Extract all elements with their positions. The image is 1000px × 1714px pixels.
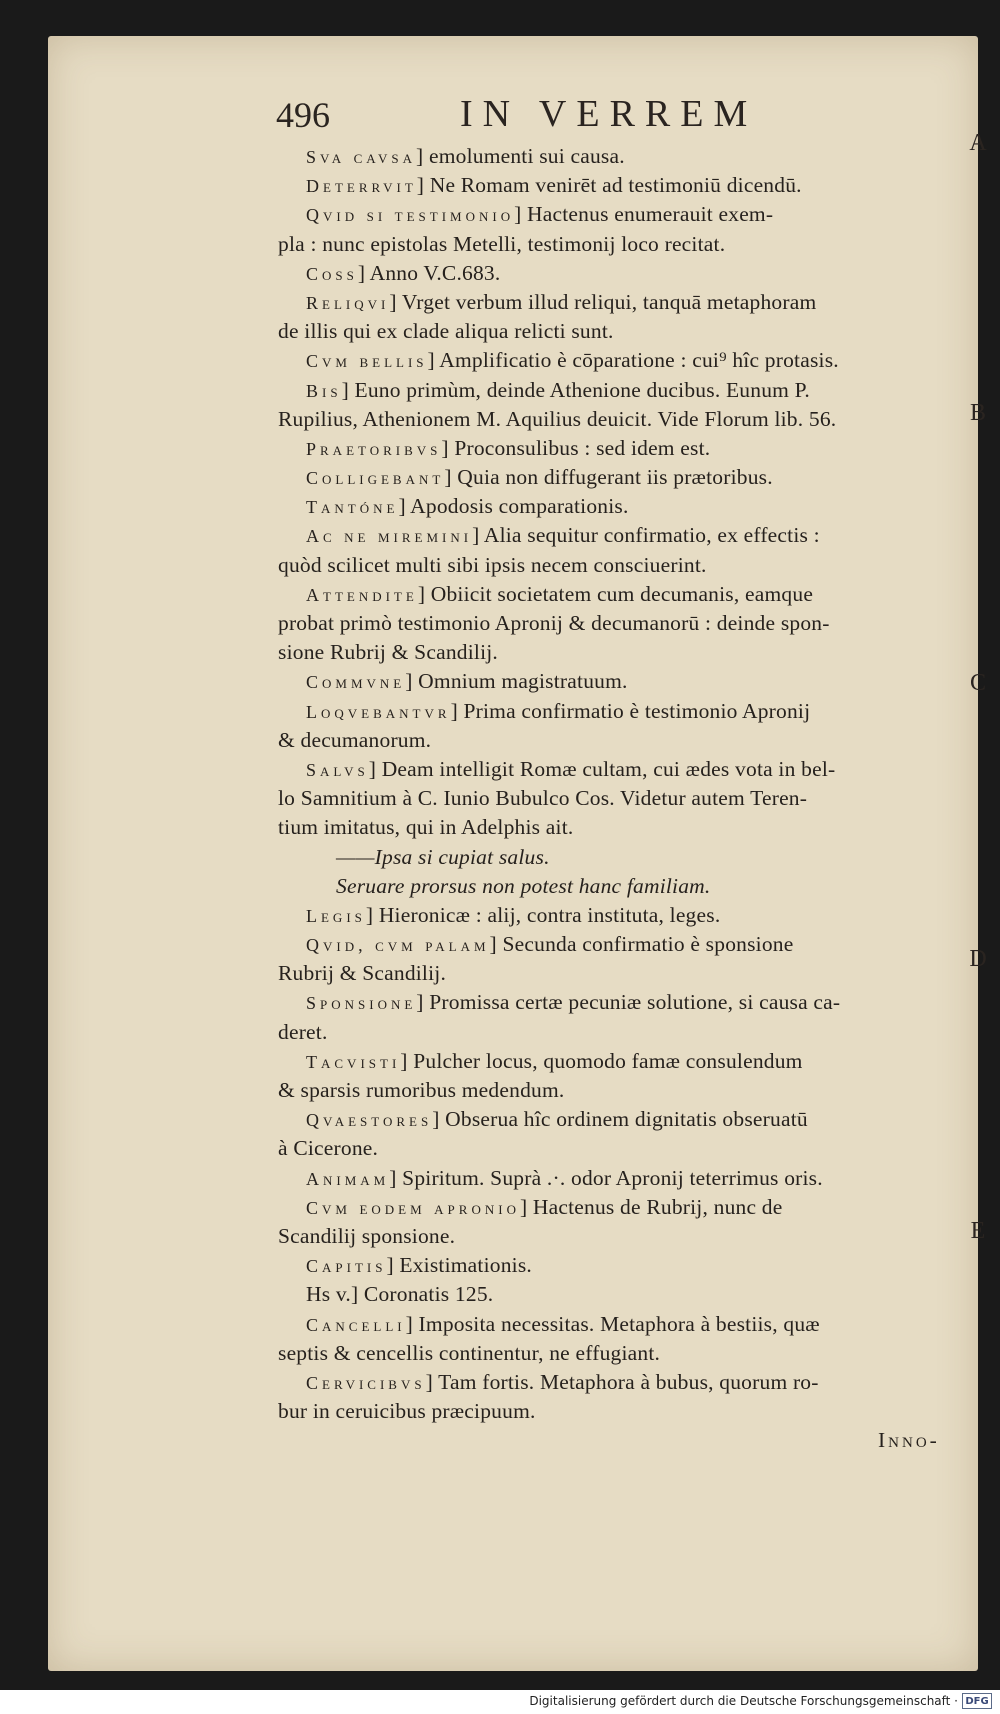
gloss: ] Spiritum. Suprà .·. odor Apronij teterrimus oris. [389,1165,823,1190]
text-line [278,492,966,521]
lemma: Qvaestores [306,1110,433,1131]
gloss: ] Obiicit societatem cum decumanis, eamque [417,581,814,606]
gloss: lo Samnitium à C. Iunio Bubulco Cos. Videtur autem Teren- [278,786,808,811]
text-line [278,697,966,726]
lemma: Legis [306,905,366,926]
gloss: & decumanorum. [278,727,432,752]
gloss: ] Anno V.C.683. [357,260,501,285]
lemma: Attendite [306,584,418,605]
gloss: ] Hactenus enumerauit exem- [514,202,774,227]
margin-marker: E [970,1218,986,1244]
gloss: ] Tam fortis. Metaphora à bubus, quorum ro- [425,1369,819,1394]
text-line [278,609,966,638]
page-header [276,92,996,136]
text-line [278,1134,966,1163]
gloss: Rupilius, Athenionem M. Aquilius deuicit. Vide Florum lib. 56. [278,406,837,431]
text-line [278,1105,966,1134]
page-number: 496 [276,95,330,135]
gloss: Hs v.] Coronatis 125. [306,1282,494,1307]
gloss: ] Ne Romam venirēt ad testimoniū dicendū. [416,173,802,198]
gloss: ] Promissa certæ pecuniæ solutione, si causa ca- [416,990,841,1015]
text-line [278,843,966,872]
text-line [278,171,966,200]
gloss: Seruare prorsus non potest hanc familiam. [336,873,711,898]
text-line [278,521,966,550]
text-line [278,580,966,609]
lemma: Sponsione [306,993,417,1014]
gloss: ] Apodosis comparationis. [398,494,629,519]
text-line [278,1193,966,1222]
text-line [278,317,966,346]
lemma: Bis [306,380,342,401]
footer-bar [0,1690,1000,1714]
lemma: Colligebant [306,468,445,489]
catchword: Inno- [878,1428,940,1453]
gloss: ] Alia sequitur confirmatio, ex effectis : [472,523,820,548]
text-line [278,346,966,375]
text-line [278,1368,966,1397]
gloss: ] Deam intelligit Romæ cultam, cui ædes vota in bel- [368,756,836,781]
gloss: ] Existimationis. [386,1253,532,1278]
gloss: ] Euno primùm, deinde Athenione ducibus. Eunum P. [341,377,810,402]
text-line [278,959,966,988]
gloss: Rubrij & Scandilij. [278,961,447,986]
gloss: ] Proconsulibus : sed idem est. [441,435,711,460]
text-line [278,1280,966,1309]
text-line [278,142,966,171]
text-line [278,784,966,813]
gloss: ] Pulcher locus, quomodo famæ consulendum [400,1048,803,1073]
text-line [278,463,966,492]
gloss: ] Omnium magistratuum. [405,669,628,694]
margin-marker: A [969,130,987,156]
lemma: Praetoribvs [306,438,442,459]
gloss: ] Vrget verbum illud reliqui, tanquā metaphoram [389,289,817,314]
text-line [278,1164,966,1193]
text-line [278,1222,966,1251]
margin-marker: D [969,946,987,972]
lemma: Loqvebantvr [306,701,451,722]
gloss: deret. [278,1019,328,1044]
text-line [278,405,966,434]
text-line [278,376,966,405]
gloss: septis & cencellis continentur, ne effugiant. [278,1340,661,1365]
gloss: bur in ceruicibus præcipuum. [278,1399,536,1424]
text-line [278,230,966,259]
text-line [278,755,966,784]
lemma: Sva cavsa [306,147,417,167]
text-line [278,551,966,580]
lemma: Qvid si testimonio [306,205,515,226]
text-line [278,200,966,229]
text-line [278,434,966,463]
text-line [278,288,966,317]
text-line [278,1310,966,1339]
margin-marker: C [969,670,986,696]
gloss: probat primò testimonio Apronij & decumanorū : deinde spon- [278,611,830,635]
gloss: ] Quia non diffugerant iis prætoribus. [444,465,773,490]
lemma: Tantóne [306,497,399,518]
gloss: de illis qui ex clade aliqua relicti sunt. [278,319,614,344]
gloss: tium imitatus, qui in Adelphis ait. [278,815,574,840]
text-line [278,1047,966,1076]
gloss: sione Rubrij & Scandilij. [278,640,498,665]
lemma: Cancelli [306,1314,406,1335]
gloss: ] Imposita necessitas. Metaphora à bestiis, quæ [405,1311,820,1336]
text-line [278,726,966,755]
running-title: IN VERREM [460,93,758,135]
commentary-text [278,142,966,1455]
text-line [278,1076,966,1105]
lemma: Ac ne miremini [306,526,473,547]
lemma: Tacvisti [306,1051,401,1072]
text-line [278,988,966,1017]
gloss: ] Hieronicæ : alij, contra instituta, leges. [365,902,721,927]
lemma: Deterrvit [306,176,417,197]
gloss: ] Hactenus de Rubrij, nunc de [519,1194,783,1219]
lemma: Qvid, cvm palam [306,935,490,956]
lemma: Salvs [306,759,369,780]
gloss: Scandilij sponsione. [278,1223,456,1248]
text-line [278,1018,966,1047]
gloss: & sparsis rumoribus medendum. [278,1078,565,1102]
lemma: Cvm eodem apronio [306,1197,520,1218]
lemma: Capitis [306,1256,387,1277]
gloss: pla : nunc epistolas Metelli, testimonij loco recitat. [278,231,726,256]
lemma: Coss [306,263,358,284]
lemma: Animam [306,1168,390,1189]
lemma: Cervicibvs [306,1372,426,1393]
text-line [278,901,966,930]
dfg-logo-icon: DFG [962,1693,992,1709]
gloss: ——Ipsa si cupiat salus. [336,844,550,869]
text-line [278,638,966,667]
gloss: ] Prima confirmatio è testimonio Apronij [450,698,811,723]
gloss: à Cicerone. [278,1136,379,1161]
funding-credit: Digitalisierung gefördert durch die Deutsche Forschungsgemeinschaft · [529,1694,958,1708]
text-line [278,667,966,696]
gloss: ] Amplificatio è cōparatione : cui⁹ hîc protasis. [427,348,839,373]
text-line [278,1397,966,1426]
gloss: ] emolumenti sui causa. [416,144,625,168]
gloss: ] Obserua hîc ordinem dignitatis obseruatū [432,1107,808,1132]
lemma: Reliqvi [306,292,390,313]
margin-marker: B [969,400,986,426]
text-line [278,813,966,842]
lemma: Cvm bellis [306,351,428,372]
text-line [278,259,966,288]
text-line [278,930,966,959]
text-line [278,872,966,901]
text-line [278,1251,966,1280]
gloss: quòd scilicet multi sibi ipsis necem consciuerint. [278,552,707,577]
gloss: ] Secunda confirmatio è sponsione [489,932,794,957]
text-line [278,1339,966,1368]
lemma: Commvne [306,672,406,693]
